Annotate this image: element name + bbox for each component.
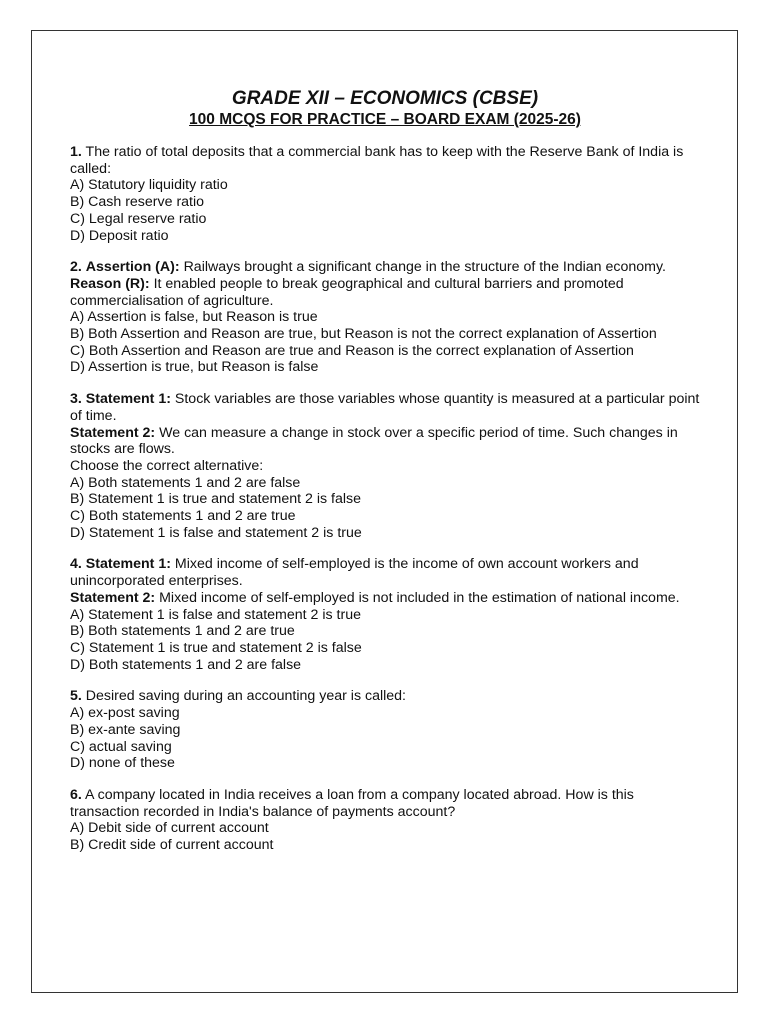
question-3: [70, 391, 700, 541]
option-c: C) Both Assertion and Reason are true and Reason is the correct explanation of Assertion: [70, 342, 634, 359]
option-b: B) Statement 1 is true and statement 2 is false: [70, 491, 361, 508]
option-d: D) Both statements 1 and 2 are false: [70, 656, 302, 673]
document-subtitle: 100 MCQS FOR PRACTICE – BOARD EXAM (2025-26): [189, 111, 581, 128]
question-number: 5.: [70, 688, 82, 705]
option-a: A) Both statements 1 and 2 are false: [70, 474, 301, 491]
question-4: [70, 556, 700, 673]
option-b: B) ex-ante saving: [70, 721, 181, 738]
question-number: 6.: [70, 786, 82, 803]
document-content: [70, 88, 700, 869]
option-d: D) Statement 1 is false and statement 2 is true: [70, 524, 362, 541]
option-a: A) Statement 1 is false and statement 2 is true: [70, 606, 361, 623]
statement-1: [70, 391, 700, 424]
option-d: D) none of these: [70, 755, 175, 772]
option-d: D) Assertion is true, but Reason is false: [70, 359, 319, 376]
option-c: C) Both statements 1 and 2 are true: [70, 508, 296, 525]
assertion-text: Railways brought a significant change in the structure of the Indian economy.: [183, 259, 666, 276]
statement-1-label: Statement 1:: [85, 391, 171, 408]
option-a: A) Debit side of current account: [70, 820, 269, 837]
option-c: C) actual saving: [70, 738, 172, 755]
statement-1-text: Mixed income of self-employed is the income of own account workers and unincorporated enterprises.: [70, 556, 639, 590]
statement-1-label: Statement 1:: [85, 556, 171, 573]
option-a: A) Statutory liquidity ratio: [70, 177, 228, 194]
reason: [70, 276, 700, 309]
question-6: [70, 787, 700, 854]
reason-label: Reason (R):: [70, 275, 150, 292]
option-b: B) Cash reserve ratio: [70, 194, 205, 211]
statement-2: [70, 590, 700, 607]
option-a: A) Assertion is false, but Reason is true: [70, 309, 318, 326]
reason-text: It enabled people to break geographical and cultural barriers and promoted commercialisation of agriculture.: [70, 275, 624, 309]
question-number: 4.: [70, 556, 82, 573]
statement-2: [70, 425, 700, 458]
document-title: GRADE XII – ECONOMICS (CBSE): [231, 88, 539, 109]
statement-1: [70, 556, 700, 589]
question-2: [70, 259, 700, 376]
assertion: [70, 259, 700, 276]
statement-2-label: Statement 2:: [70, 424, 156, 441]
question-stem: [70, 787, 700, 820]
option-b: B) Both Assertion and Reason are true, but Reason is not the correct explanation of Assertion: [70, 326, 657, 343]
question-text: The ratio of total deposits that a commercial bank has to keep with the Reserve Bank of India is called:: [70, 144, 684, 177]
statement-1-text: Stock variables are those variables whose quantity is measured at a particular point of time.: [70, 391, 700, 424]
option-c: C) Legal reserve ratio: [70, 210, 207, 227]
question-text: Desired saving during an accounting year is called:: [85, 688, 406, 705]
statement-2-text: Mixed income of self-employed is not included in the estimation of national income.: [159, 589, 680, 606]
option-a: A) ex-post saving: [70, 705, 180, 722]
question-stem: [70, 144, 700, 177]
question-1: [70, 144, 700, 244]
statement-2-label: Statement 2:: [70, 589, 156, 606]
question-5: [70, 688, 700, 772]
option-c: C) Statement 1 is true and statement 2 is false: [70, 639, 362, 656]
question-number: 3.: [70, 391, 82, 408]
question-number: 2.: [70, 259, 82, 276]
question-text: A company located in India receives a loan from a company located abroad. How is this transaction recorded in India's balance of payments account?: [70, 786, 634, 820]
statement-2-text: We can measure a change in stock over a specific period of time. Such changes in stocks are flows.: [70, 424, 678, 458]
assertion-label: Assertion (A):: [85, 259, 180, 276]
option-d: D) Deposit ratio: [70, 227, 169, 244]
instruction: Choose the correct alternative:: [70, 457, 264, 474]
option-b: B) Credit side of current account: [70, 837, 274, 854]
question-stem: [70, 688, 700, 705]
question-number: 1.: [70, 144, 82, 160]
option-b: B) Both statements 1 and 2 are true: [70, 623, 295, 640]
